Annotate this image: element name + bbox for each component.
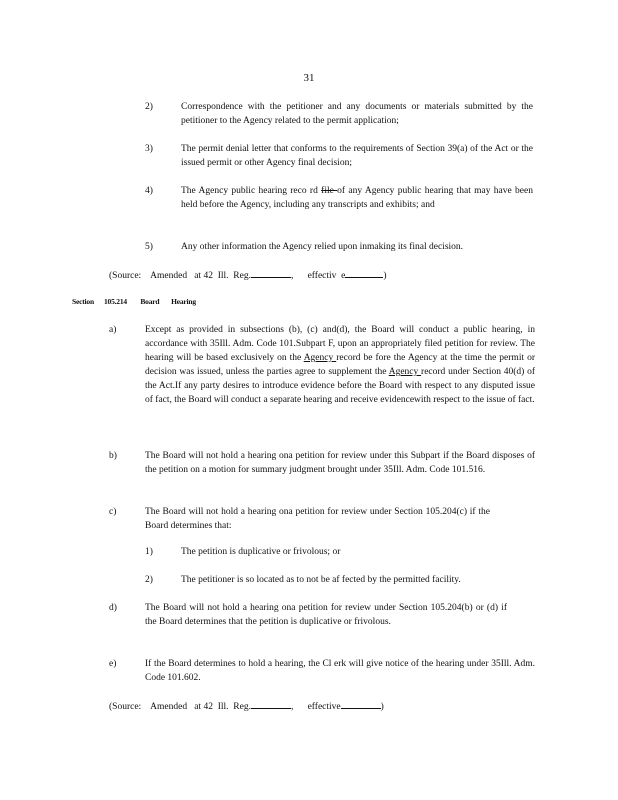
item-label: c): [109, 507, 117, 517]
list-item: [0, 657, 618, 687]
list-item: [0, 184, 618, 228]
item-text: The permit denial letter that conforms to the requirements of Section 39(a) of the Act or the issued permit or other Agency final decision;: [181, 144, 533, 168]
item-text: The Board will not hold a hearing ona petition for review under Section 105.204(b) or (d) if the Board determines that the petition is duplicative or frivolous.: [145, 603, 507, 627]
item-label: a): [109, 325, 117, 335]
source-note: (Source: Amended at 42 Ill. Reg. , effectiv e ): [109, 268, 387, 283]
item-text: The petition is duplicative or frivolous; or: [181, 547, 341, 557]
source-note: (Source: Amended at 42 Ill. Reg. , effective ): [109, 699, 384, 714]
item-label: 2): [145, 575, 153, 585]
list-item: [0, 449, 618, 493]
list-item: [0, 505, 618, 535]
list-item: [0, 601, 618, 645]
item-text: If the Board determines to hold a hearing, the Cl erk will give notice of the hearing under 35Ill. Adm. Code 101.602.: [145, 659, 535, 683]
item-text: The petitioner is so located as to not be af fected by the permitted facility.: [181, 575, 461, 585]
item-label: 2): [145, 102, 153, 112]
blank-line: [345, 268, 383, 278]
underlined-text: Agency: [303, 353, 337, 363]
list-item: [0, 100, 618, 130]
item-text: Correspondence with the petitioner and any documents or materials submitted by the petitioner to the Agency related to the permit application;: [181, 102, 533, 126]
item-text: Except as provided in subsections (b), (c) and(d), the Board will conduct a public hearing, in accordance with 35Ill. Adm. Code 101.Subpart F, upon an appropriately filed petition for review. The hearing will be based exclusively on the Agency record be fore the Agency at the time the permit or decision was issued, unless the parties agree to supplement the Agency record under Section 40(d) of the Act.If any party desires to introduce evidence before the Board with respect to any disputed issue of fact, the Board will conduct a separate hearing and receive evidencewith respect to the issue of fact.: [145, 325, 536, 405]
section-heading: Section 105.214 Board Hearing: [72, 297, 196, 306]
item-text: The Agency public hearing reco rd file of any Agency public hearing that may have been held before the Agency, including any transcripts and exhibits; and: [181, 186, 533, 210]
item-text: Any other information the Agency relied upon inmaking its final decision.: [181, 242, 464, 252]
page-number: 31: [303, 72, 315, 84]
list-item: [0, 573, 618, 589]
blank-line: [341, 699, 381, 709]
item-label: 5): [145, 242, 153, 252]
item-label: b): [109, 451, 117, 461]
list-item: [0, 545, 618, 561]
list-item: [0, 240, 618, 256]
list-item: [0, 142, 618, 172]
item-label: 4): [145, 186, 153, 196]
item-label: e): [109, 659, 117, 669]
blank-line: [251, 268, 291, 278]
struck-text: file: [321, 186, 338, 196]
item-text: The Board will not hold a hearing ona petition for review under this Subpart if the Board disposes of the petition on a motion for summary judgment brought under 35Ill. Adm. Code 101.516.: [145, 451, 535, 475]
blank-line: [251, 699, 291, 709]
list-item: [0, 323, 618, 435]
item-label: 3): [145, 144, 153, 154]
item-label: 1): [145, 547, 153, 557]
item-label: d): [109, 603, 117, 613]
item-text: The Board will not hold a hearing ona petition for review under Section 105.204(c) if the Board determines that:: [145, 507, 490, 531]
underlined-text: Agency: [388, 367, 422, 377]
